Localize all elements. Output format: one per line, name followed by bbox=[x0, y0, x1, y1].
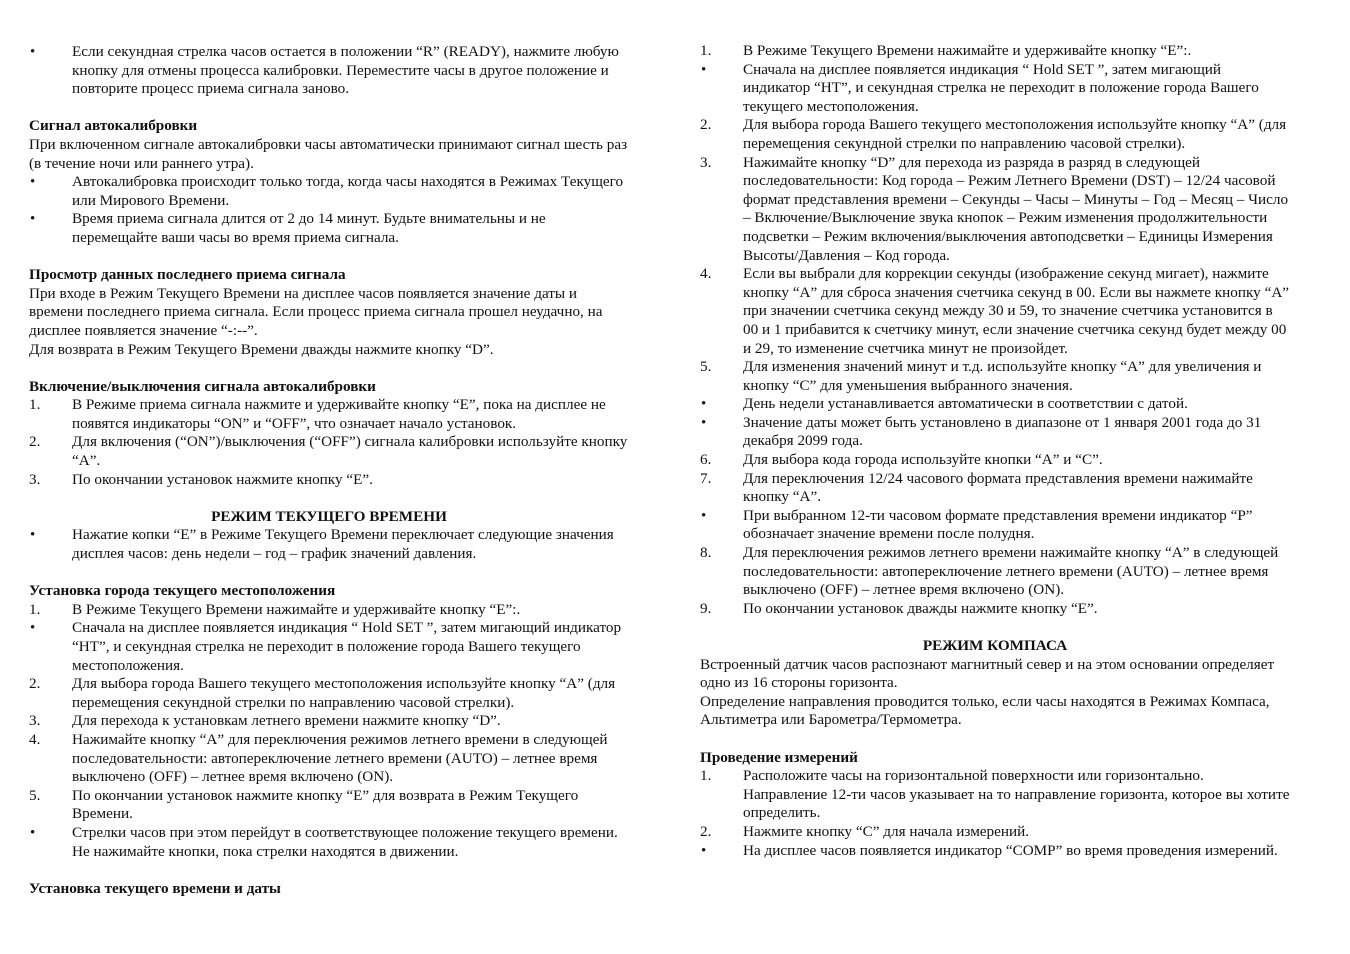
bullet-icon: • bbox=[701, 414, 707, 431]
paragraph: Встроенный датчик часов распознают магнитный север и на этом основании определяет одно из 16 стороны горизонта. bbox=[700, 655, 1275, 692]
mode-title: РЕЖИМ ТЕКУЩЕГО ВРЕМЕНИ bbox=[211, 507, 447, 525]
list-item bbox=[29, 731, 629, 787]
mode-title: РЕЖИМ КОМПАСА bbox=[922, 637, 1068, 654]
list-item bbox=[29, 526, 629, 563]
list-item bbox=[29, 601, 629, 620]
list-item bbox=[700, 600, 1290, 619]
list-item bbox=[29, 433, 629, 470]
paragraph: При включенном сигнале автокалибровки часы автоматически принимают сигнал шесть раз (в течение ночи или раннего утра). bbox=[29, 135, 628, 172]
item-text: Нажимайте кнопку “A” для переключения режимов летнего времени в следующей последовательности: автопереключение летнего времени (AUTO) – летнее время выключено (OFF) – летнее время включено (ON). bbox=[72, 730, 608, 786]
item-marker: 5. bbox=[700, 358, 712, 376]
item-text: В Режиме приема сигнала нажмите и удерживайте кнопку “E”, пока на дисплее не появятся индикаторы “ON” и “OFF”, что означает начало установок. bbox=[72, 396, 606, 432]
bullet-icon: • bbox=[30, 824, 36, 841]
item-marker: 1. bbox=[29, 600, 41, 618]
list-item bbox=[700, 42, 1290, 61]
item-text: Для переключения 12/24 часового формата представления времени нажимайте кнопку “A”. bbox=[743, 469, 1253, 506]
item-marker: 1. bbox=[700, 767, 712, 785]
list-item bbox=[700, 414, 1290, 451]
bullet-icon: • bbox=[701, 396, 707, 413]
paragraph: Для возврата в Режим Текущего Времени дважды нажмите кнопку “D”. bbox=[29, 340, 494, 358]
item-text: Для выбора кода города используйте кнопки “A” и “C”. bbox=[743, 451, 1103, 469]
list-item bbox=[29, 43, 629, 99]
item-text: При выбранном 12-ти часовом формате представления времени индикатор “P” обозначает значение времени после полудня. bbox=[743, 506, 1253, 543]
item-marker: 2. bbox=[29, 675, 41, 693]
item-text: Если вы выбрали для коррекции секунды (изображение секунд мигает), нажмите кнопку “A” для сброса значения счетчика секунд в 00. Если вы нажмете кнопку “A” при значении счетчика секунд между 30 и 59, то значение счетчика установится в 00 и 1 прибавится к счетчику минут, если значение счетчика секунд будет между 00 и 29, то изменение счетчика минут не произойдет. bbox=[743, 265, 1290, 357]
item-text: Стрелки часов при этом перейдут в соответствующее положение текущего времени. Не нажимайте кнопки, пока стрелки находятся в движении. bbox=[72, 823, 618, 860]
list-item bbox=[29, 173, 629, 210]
item-text: День недели устанавливается автоматически в соответствии с датой. bbox=[743, 395, 1188, 413]
list-item bbox=[29, 619, 629, 675]
list-item bbox=[29, 787, 629, 824]
bullet-icon: • bbox=[30, 527, 36, 544]
item-text: По окончании установок нажмите кнопку “E”. bbox=[72, 470, 373, 488]
list-item bbox=[700, 358, 1290, 395]
item-marker: 2. bbox=[29, 433, 41, 451]
section-heading: Включение/выключения сигнала автокалибровки bbox=[29, 377, 376, 395]
list-item bbox=[700, 507, 1290, 544]
item-marker: 4. bbox=[700, 265, 712, 283]
item-marker: 4. bbox=[29, 730, 41, 748]
list-item bbox=[700, 544, 1290, 600]
bullet-icon: • bbox=[30, 620, 36, 637]
list-item bbox=[700, 154, 1290, 266]
item-marker: 3. bbox=[29, 470, 41, 488]
item-text: Для включения (“ON”)/выключения (“OFF”) сигнала калибровки используйте кнопку “A”. bbox=[72, 433, 628, 470]
list-item bbox=[29, 210, 629, 247]
item-text: Значение даты может быть установлено в диапазоне от 1 января 2001 года до 31 декабря 2099 года. bbox=[743, 413, 1262, 450]
list-item bbox=[29, 712, 629, 731]
item-marker: 3. bbox=[29, 712, 41, 730]
list-item bbox=[700, 823, 1290, 842]
list-item bbox=[29, 396, 629, 433]
bullet-icon: • bbox=[701, 61, 707, 78]
paragraph: При входе в Режим Текущего Времени на дисплее часов появляется значение даты и времени последнего приема сигнала. Если процесс приема сигнала прошел неудачно, на дисплее появляется значение “-:--”. bbox=[29, 284, 603, 339]
section-heading: Просмотр данных последнего приема сигнала bbox=[29, 266, 346, 284]
bullet-icon: • bbox=[701, 842, 707, 859]
section-heading: Сигнал автокалибровки bbox=[29, 117, 198, 135]
item-text: Нажатие копки “E” в Режиме Текущего Времени переключает следующие значения дисплея часов: день недели – год – график значений давления. bbox=[72, 526, 614, 563]
list-item bbox=[700, 451, 1290, 470]
list-item bbox=[29, 824, 629, 861]
list-item bbox=[700, 767, 1290, 823]
item-text: Время приема сигнала длится от 2 до 14 минут. Будьте внимательны и не перемещайте ваши часы во время приема сигнала. bbox=[72, 210, 546, 246]
bullet-icon: • bbox=[701, 507, 707, 524]
list-item bbox=[29, 471, 629, 490]
list-item bbox=[700, 470, 1290, 507]
right-column bbox=[700, 42, 1290, 860]
item-text: По окончании установок нажмите кнопку “E” для возврата в Режим Текущего Времени. bbox=[72, 786, 579, 823]
list-item bbox=[700, 265, 1290, 358]
item-marker: 9. bbox=[700, 599, 712, 617]
paragraph: Определение направления проводится только, если часы находятся в Режимах Компаса, Альтиметра или Барометра/Термометра. bbox=[700, 692, 1270, 729]
bullet-icon: • bbox=[30, 211, 36, 228]
bullet-icon: • bbox=[30, 174, 36, 191]
item-text: В Режиме Текущего Времени нажимайте и удерживайте кнопку “E”:. bbox=[72, 600, 521, 618]
left-column bbox=[29, 43, 629, 898]
item-text: Для переключения режимов летнего времени нажимайте кнопку “A” в следующей последовательности: автопереключение летнего времени (AUTO) – летнее время выключено (OFF) – летнее время включено (ON). bbox=[743, 544, 1279, 599]
item-text: Если секундная стрелка часов остается в положении “R” (READY), нажмите любую кнопку для отмены процесса калибровки. Переместите часы в другое положение и повторите процесс приема сигнала заново. bbox=[72, 43, 619, 98]
item-text: В Режиме Текущего Времени нажимайте и удерживайте кнопку “E”:. bbox=[743, 42, 1192, 59]
item-text: Сначала на дисплее появляется индикация “ Hold SET ”, затем мигающий индикатор “HT”, и секундная стрелка не переходит в положение города Вашего текущего местоположения. bbox=[743, 60, 1259, 115]
item-text: Для изменения значений минут и т.д. используйте кнопку “A” для увеличения и кнопку “C” для уменьшения выбранного значения. bbox=[743, 358, 1262, 394]
bullet-icon: • bbox=[30, 44, 36, 60]
list-item bbox=[29, 675, 629, 712]
item-marker: 5. bbox=[29, 786, 41, 804]
item-marker: 2. bbox=[700, 116, 712, 134]
item-text: Автокалибровка происходит только тогда, когда часы находятся в Режимах Текущего или Мирового Времени. bbox=[72, 173, 624, 209]
item-marker: 1. bbox=[700, 42, 712, 59]
item-text: Сначала на дисплее появляется индикация “ Hold SET ”, затем мигающий индикатор “HT”, и секундная стрелка не переходит в положение города Вашего текущего местоположения. bbox=[72, 619, 622, 674]
item-text: Расположите часы на горизонтальной поверхности или горизонтально. Направление 12-ти часов указывает на то направление горизонта, которое вы хотите определить. bbox=[743, 767, 1290, 822]
item-text: Нажимайте кнопку “D” для перехода из разряда в разряд в следующей последовательности: Код города – Режим Летнего Времени (DST) – 12/24 часовой формат представления времени – Секунды – Часы – Минуты – Год – Месяц – Число – Включение/Выключение звука кнопок – Режим изменения продолжительности подсветки – Режим включения/выключения автоподсветки – Единицы Измерения Высоты/Давления – Код города. bbox=[743, 153, 1289, 264]
item-marker: 2. bbox=[700, 822, 712, 840]
item-marker: 3. bbox=[700, 153, 712, 171]
list-item bbox=[700, 842, 1290, 861]
item-text: Нажмите кнопку “C” для начала измерений. bbox=[743, 822, 1030, 840]
item-marker: 8. bbox=[700, 544, 712, 562]
list-item bbox=[700, 116, 1290, 153]
item-text: На дисплее часов появляется индикатор “COMP” во время проведения измерений. bbox=[743, 841, 1278, 859]
item-marker: 1. bbox=[29, 396, 41, 414]
item-marker: 7. bbox=[700, 469, 712, 487]
section-heading: Установка текущего времени и даты bbox=[29, 879, 281, 897]
item-marker: 6. bbox=[700, 451, 712, 469]
list-item bbox=[700, 395, 1290, 414]
section-heading: Проведение измерений bbox=[700, 748, 858, 766]
item-text: По окончании установок дважды нажмите кнопку “E”. bbox=[743, 599, 1098, 617]
list-item bbox=[700, 61, 1290, 117]
item-text: Для выбора города Вашего текущего местоположения используйте кнопку “A” (для перемещения секундной стрелки по направлению часовой стрелки). bbox=[72, 675, 616, 711]
item-text: Для перехода к установкам летнего времени нажмите кнопку “D”. bbox=[72, 712, 501, 730]
section-heading: Установка города текущего местоположения bbox=[29, 582, 336, 600]
item-text: Для выбора города Вашего текущего местоположения используйте кнопку “A” (для перемещения секундной стрелки по направлению часовой стрелки). bbox=[743, 116, 1287, 152]
